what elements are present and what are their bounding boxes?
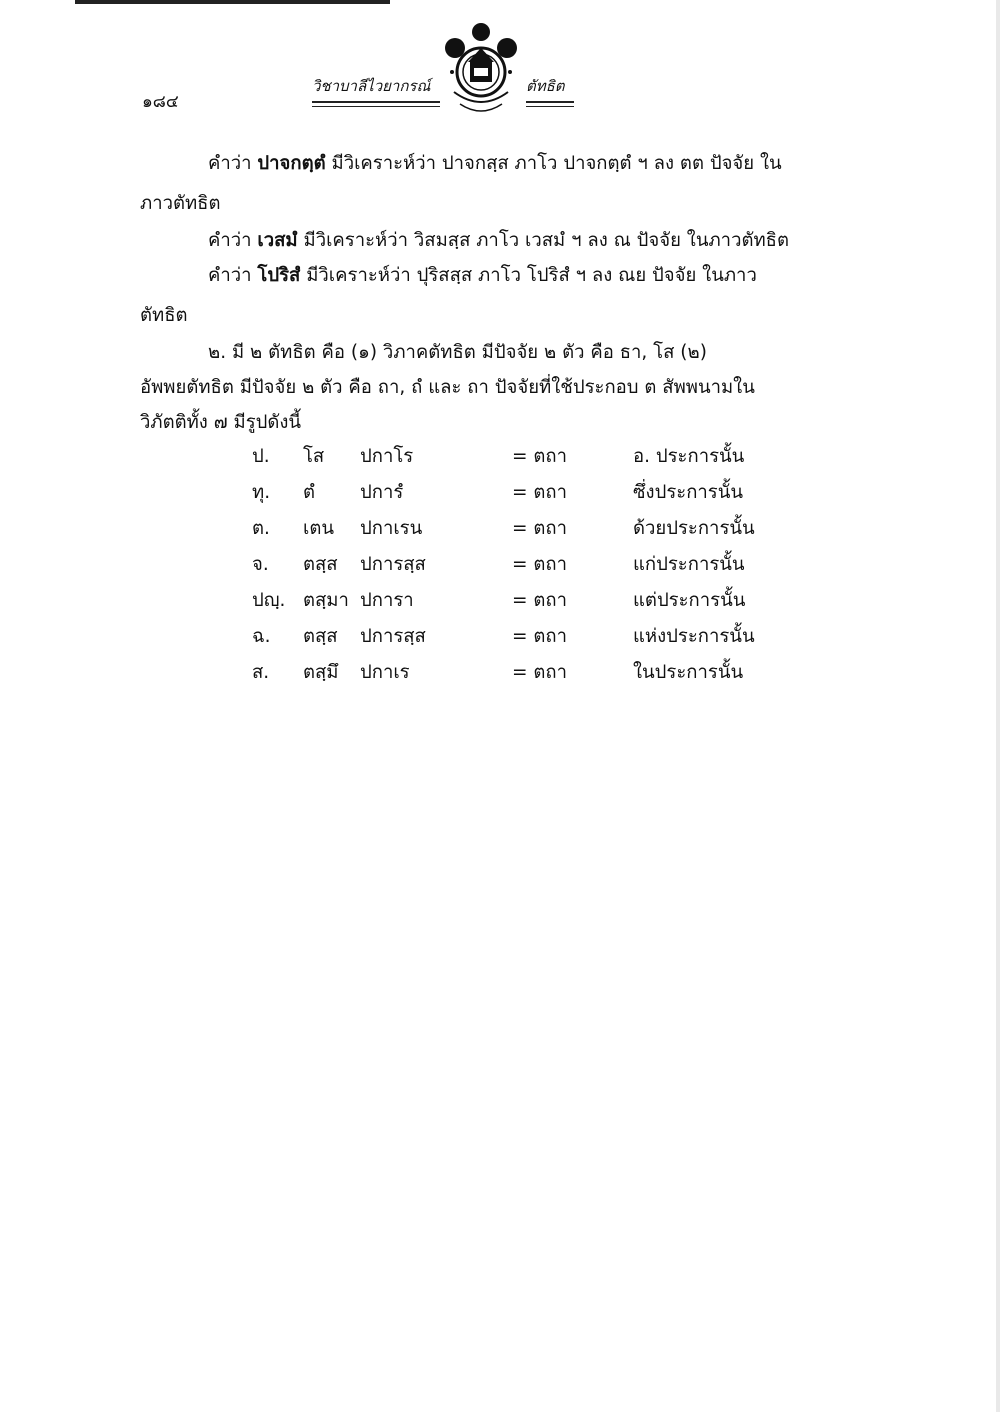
noun-form: ปการสฺส: [360, 554, 426, 575]
table-row: [0, 658, 1000, 694]
equivalent: = ตถา: [512, 626, 567, 647]
meaning: อ. ประการนั้น: [633, 446, 745, 467]
text: คำว่า: [208, 230, 258, 251]
noun-form: ปกาเร: [360, 662, 410, 683]
paragraph-2: [208, 223, 789, 259]
case-abbr: ปญฺ.: [252, 590, 286, 611]
equivalent: = ตถา: [512, 662, 567, 683]
pronoun-form: ตํ: [303, 482, 316, 503]
top-scan-rule: [75, 0, 390, 4]
meaning: ด้วยประการนั้น: [633, 518, 755, 539]
meaning: ซึ่งประการนั้น: [633, 482, 744, 503]
pronoun-form: ตสฺส: [303, 554, 338, 575]
school-emblem-icon: [440, 20, 522, 122]
meaning: แต่ประการนั้น: [633, 590, 746, 611]
noun-form: ปกาโร: [360, 446, 414, 467]
equivalent: = ตถา: [512, 482, 567, 503]
paragraph-4-line-3: วิภัตติทั้ง ๗ มีรูปดังนี้: [140, 412, 302, 433]
page-number: ๑๘๔: [142, 92, 179, 112]
table-row: [0, 550, 1000, 586]
header-title-right: ตัทธิต: [526, 74, 574, 103]
paragraph-4-line-2: อัพพยตัทธิต มีปัจจัย ๒ ตัว คือ ถา, ถํ และ ถา ปัจจัยที่ใช้ประกอบ ต สัพพนามใน: [140, 377, 755, 398]
table-row: [0, 514, 1000, 550]
paragraph-3-line-1: [208, 258, 757, 294]
case-abbr: ส.: [252, 662, 270, 683]
equivalent: = ตถา: [512, 518, 567, 539]
paragraph-4-line-1: ๒. มี ๒ ตัทธิต คือ (๑) วิภาคตัทธิต มีปัจจัย ๒ ตัว คือ ธา, โส (๒): [208, 342, 707, 363]
text: คำว่า: [208, 153, 258, 174]
text: คำว่า: [208, 265, 258, 286]
noun-form: ปการสฺส: [360, 626, 426, 647]
case-abbr: จ.: [252, 554, 269, 575]
text: มีวิเคราะห์ว่า วิสมสฺส ภาโว เวสมํ ฯ ลง ณ ปัจจัย ในภาวตัทธิต: [297, 230, 789, 251]
noun-form: ปการํ: [360, 482, 404, 503]
term-bold: เวสมํ: [257, 230, 298, 251]
paragraph-1-line-1: [208, 146, 782, 182]
noun-form: ปการา: [360, 590, 414, 611]
header-title-left: วิชาบาลีไวยากรณ์: [312, 74, 440, 103]
equivalent: = ตถา: [512, 590, 567, 611]
equivalent: = ตถา: [512, 554, 567, 575]
text: มีวิเคราะห์ว่า ปาจกสฺส ภาโว ปาจกตฺตํ ฯ ลง ตต ปัจจัย ใน: [325, 153, 782, 174]
meaning: แห่งประการนั้น: [633, 626, 755, 647]
case-abbr: ต.: [252, 518, 270, 539]
equivalent: = ตถา: [512, 446, 567, 467]
table-row: [0, 622, 1000, 658]
table-row: [0, 478, 1000, 514]
table-row: [0, 586, 1000, 622]
case-abbr: ฉ.: [252, 626, 271, 647]
pronoun-form: ตสฺมึ: [303, 662, 339, 683]
case-abbr: ทุ.: [252, 482, 271, 503]
meaning: ในประการนั้น: [633, 662, 744, 683]
paragraph-3-line-2: ตัทธิต: [140, 305, 188, 326]
term-bold: โปริสํ: [257, 265, 301, 286]
pronoun-form: ตสฺส: [303, 626, 338, 647]
text: มีวิเคราะห์ว่า ปุริสสฺส ภาโว โปริสํ ฯ ลง ณย ปัจจัย ในภาว: [300, 265, 757, 286]
pronoun-form: ตสฺมา: [303, 590, 349, 611]
case-abbr: ป.: [252, 446, 270, 467]
paragraph-1-line-2: ภาวตัทธิต: [140, 193, 221, 214]
term-bold: ปาจกตฺตํ: [257, 153, 326, 174]
meaning: แก่ประการนั้น: [633, 554, 745, 575]
right-scan-edge: [996, 0, 1000, 1412]
pronoun-form: เตน: [303, 518, 334, 539]
pronoun-form: โส: [303, 446, 325, 467]
noun-form: ปกาเรน: [360, 518, 423, 539]
table-row: [0, 442, 1000, 478]
